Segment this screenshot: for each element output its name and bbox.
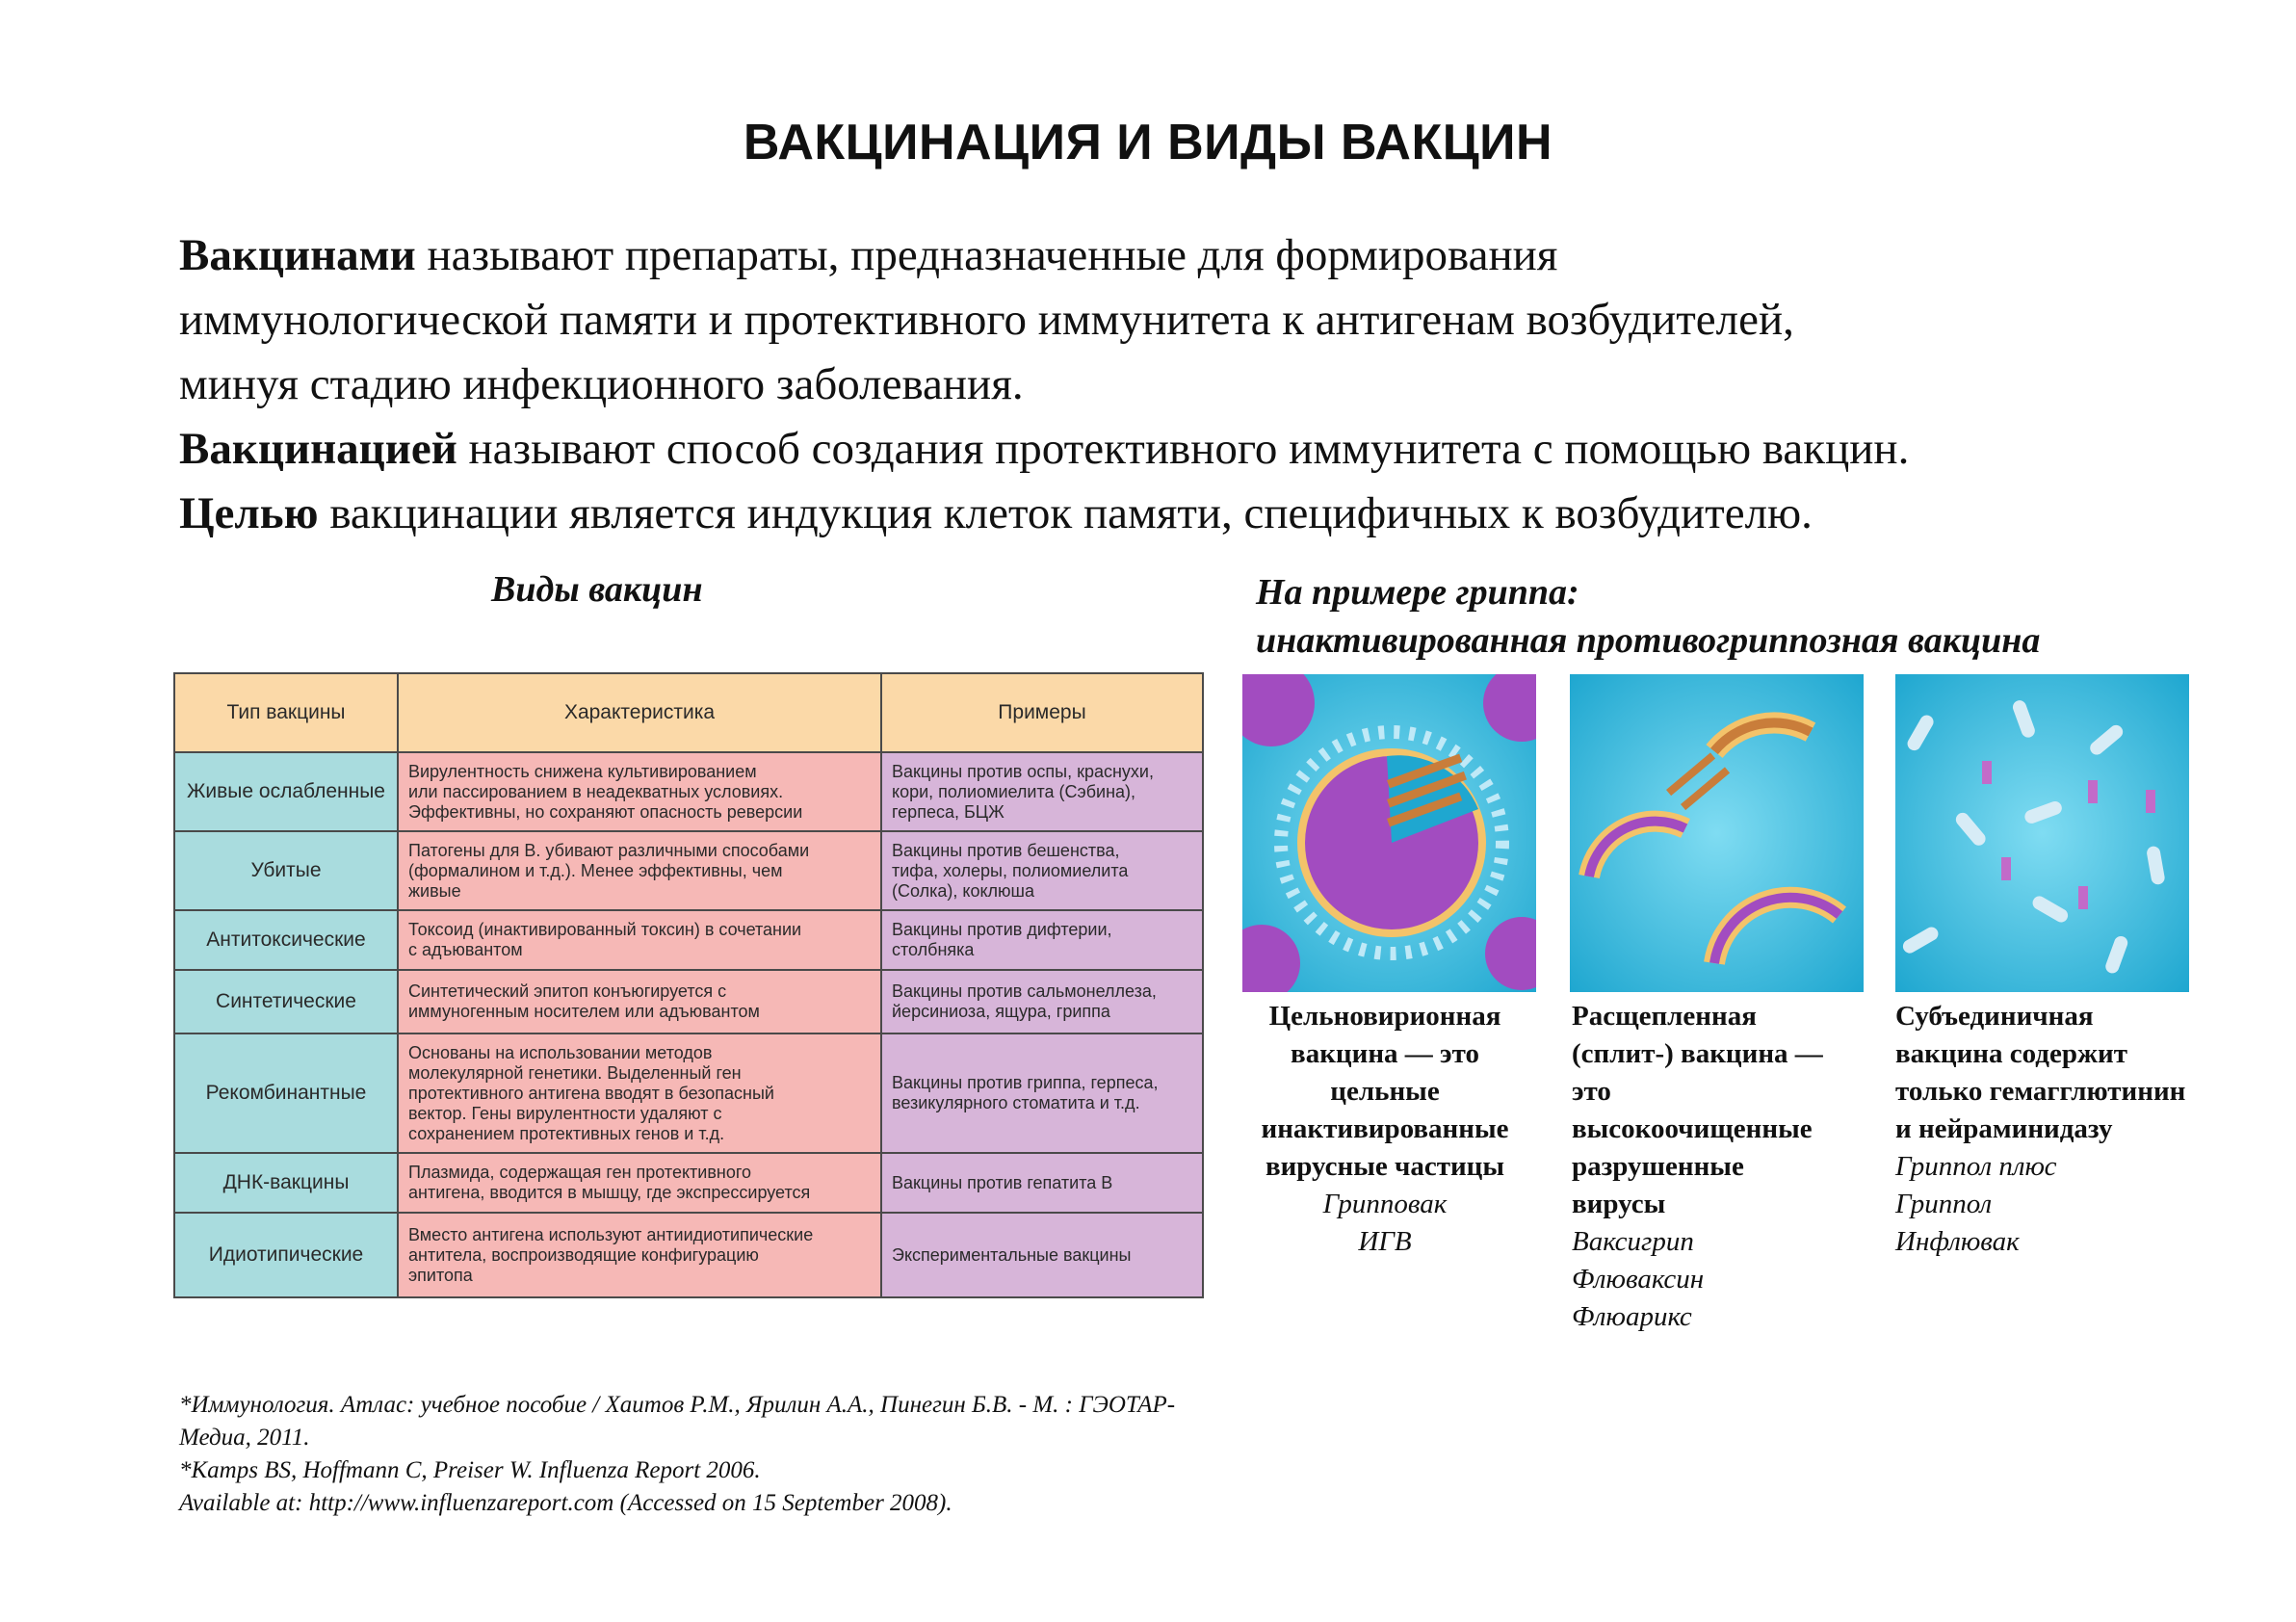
characteristic-line: сохранением протективных генов и т.д. [408, 1123, 725, 1143]
vaccine-description-line: и нейраминидазу [1895, 1113, 2113, 1144]
vaccine-description-line: только гемагглютинин [1895, 1076, 2186, 1107]
examples-cell [881, 910, 1203, 970]
intro-line-3: минуя стадию инфекционного заболевания. [179, 359, 1024, 409]
flu-caption [1256, 568, 2040, 665]
characteristic-line: Вместо антигена используют антиидиотипические [408, 1224, 814, 1244]
reference-line: Медиа, 2011. [179, 1425, 310, 1451]
examples-cell [881, 1033, 1203, 1153]
characteristic-line: Синтетический эпитоп конъюгируется с [408, 981, 727, 1001]
intro-line-5 [179, 482, 2221, 546]
examples-line: Вакцины против сальмонеллеза, [892, 981, 1157, 1001]
reference-line: *Иммунология. Атлас: учебное пособие / Хаитов Р.М., Ярилин А.А., Пинегин Б.В. - М. : ГЭОТАР- [179, 1392, 1176, 1418]
examples-cell [881, 1153, 1203, 1213]
characteristic-cell [398, 1213, 881, 1297]
characteristic-line: Эффективны, но сохраняют опасность реверсии [408, 801, 803, 822]
header-characteristic: Характеристика [398, 673, 881, 752]
examples-line: везикулярного стоматита и т.д. [892, 1093, 1140, 1112]
examples-cell [881, 752, 1203, 831]
characteristic-line: вектор. Гены вирулентности удаляют с [408, 1103, 722, 1123]
characteristic-line: эпитопа [408, 1265, 473, 1285]
whole-virion-illustration [1242, 674, 1536, 992]
references [179, 1389, 1175, 1520]
table-header-row [174, 673, 1203, 752]
examples-line: столбняка [892, 940, 975, 959]
vaccine-description-line: инактивированные [1261, 1113, 1509, 1144]
vaccine-brand-name: Гриппол [1895, 1189, 1993, 1219]
characteristic-line: с адъювантом [408, 940, 523, 959]
examples-line: герпеса, БЦЖ [892, 801, 1004, 822]
characteristic-line: Вирулентность снижена культивированием [408, 761, 757, 781]
characteristic-line: протективного антигена вводят в безопасный [408, 1083, 774, 1103]
vaccine-brand-name: Флюваксин [1572, 1264, 1705, 1295]
characteristic-line: Токсоид (инактивированный токсин) в сочетании [408, 920, 802, 939]
whole-virion-description [1240, 998, 1529, 1261]
term-vaccines: Вакцинами [179, 230, 416, 280]
table-row [174, 970, 1203, 1033]
table-row [174, 1213, 1203, 1297]
vaccine-brand-name: Грипповак [1322, 1189, 1448, 1219]
intro-text [179, 223, 2221, 546]
examples-line: Вакцины против дифтерии, [892, 920, 1112, 939]
characteristic-cell [398, 1153, 881, 1213]
characteristic-cell [398, 831, 881, 910]
table-caption: Виды вакцин [491, 569, 703, 610]
characteristic-line: антигена, вводится в мышцу, где экспрессируется [408, 1183, 811, 1202]
table-row [174, 1033, 1203, 1153]
vaccine-description-line: вакцина содержит [1895, 1038, 2127, 1069]
term-goal: Целью [179, 488, 319, 538]
examples-cell [881, 970, 1203, 1033]
vaccine-description-line: вакцина — это [1291, 1038, 1479, 1069]
table-row [174, 910, 1203, 970]
vaccine-description-line: это [1572, 1076, 1611, 1107]
intro-text-3: вакцинации является индукция клеток памяти, специфичных к возбудителю. [318, 488, 1813, 538]
examples-line: Вакцины против гриппа, герпеса, [892, 1073, 1159, 1092]
whole-virion-image [1242, 674, 1536, 992]
vaccine-type-cell: Рекомбинантные [174, 1033, 398, 1153]
vaccine-brand-name: ИГВ [1358, 1226, 1412, 1257]
subunit-vaccine-description [1895, 998, 2213, 1261]
vaccine-brand-name: Ваксигрип [1572, 1226, 1694, 1257]
characteristic-cell [398, 752, 881, 831]
subunit-image [1895, 674, 2189, 992]
vaccine-description-line: (сплит-) вакцина — [1572, 1038, 1823, 1069]
split-virion-illustration [1570, 674, 1864, 992]
characteristic-cell [398, 1033, 881, 1153]
vaccine-brand-name: Инфлювак [1895, 1226, 2020, 1257]
characteristic-line: или пассированием в неадекватных условиях. [408, 781, 784, 801]
intro-text-2: называют способ создания протективного иммунитета с помощью вакцин. [457, 424, 1910, 474]
vaccine-description-line: цельные [1330, 1076, 1440, 1107]
vaccine-brand-name: Флюарикс [1572, 1301, 1692, 1332]
examples-cell [881, 1213, 1203, 1297]
vaccine-type-cell: ДНК-вакцины [174, 1153, 398, 1213]
split-vaccine-description [1572, 998, 1861, 1336]
examples-line: Вакцины против бешенства, [892, 840, 1120, 860]
subunit-illustration [1895, 674, 2189, 992]
table-body [174, 752, 1203, 1297]
vaccine-type-cell: Идиотипические [174, 1213, 398, 1297]
characteristic-line: антитела, воспроизводящие конфигурацию [408, 1244, 759, 1265]
reference-line: *Kamps BS, Hoffmann C, Preiser W. Influenza Report 2006. [179, 1457, 761, 1483]
vaccine-type-cell: Синтетические [174, 970, 398, 1033]
characteristic-cell [398, 910, 881, 970]
header-examples: Примеры [881, 673, 1203, 752]
vaccine-types-table [173, 672, 1204, 1298]
vaccine-description-line: разрушенные [1572, 1151, 1744, 1182]
table-row [174, 752, 1203, 831]
vaccine-type-cell: Живые ослабленные [174, 752, 398, 831]
examples-line: тифа, холеры, полиомиелита [892, 860, 1129, 880]
vaccine-description-line: вирусные частицы [1265, 1151, 1505, 1182]
vaccine-type-cell: Антитоксические [174, 910, 398, 970]
characteristic-line: Патогены для В. убивают различными способами [408, 840, 810, 860]
intro-line-4 [179, 417, 2221, 482]
flu-caption-line-2: инактивированная противогриппозная вакцина [1256, 620, 2041, 661]
examples-line: кори, полиомиелита (Сэбина), [892, 781, 1136, 801]
intro-line-1 [179, 223, 2221, 288]
header-type: Тип вакцины [174, 673, 398, 752]
flu-caption-line-1: На примере гриппа: [1256, 572, 1579, 613]
vaccine-description-line: Субъединичная [1895, 1001, 2094, 1032]
characteristic-line: Плазмида, содержащая ген протективного [408, 1163, 752, 1182]
characteristic-cell [398, 970, 881, 1033]
vaccine-description-line: Цельновирионная [1268, 1001, 1501, 1032]
vaccine-type-cell: Убитые [174, 831, 398, 910]
characteristic-line: живые [408, 880, 461, 901]
examples-line: Экспериментальные вакцины [892, 1244, 1132, 1265]
reference-line: Available at: http://www.influenzareport.com (Accessed on 15 September 2008). [179, 1490, 952, 1516]
examples-cell [881, 831, 1203, 910]
table-row [174, 1153, 1203, 1213]
intro-line-2: иммунологической памяти и протективного иммунитета к антигенам возбудителей, [179, 295, 1794, 345]
examples-line: йерсиниоза, ящура, гриппа [892, 1002, 1110, 1021]
vaccine-description-line: вирусы [1572, 1189, 1666, 1219]
examples-line: (Солка), коклюша [892, 880, 1035, 901]
vaccine-description-line: высокоочищенные [1572, 1113, 1813, 1144]
intro-text-1: называют препараты, предназначенные для формирования [415, 230, 1558, 280]
term-vaccination: Вакцинацией [179, 424, 457, 474]
characteristic-line: молекулярной генетики. Выделенный ген [408, 1062, 742, 1083]
split-virion-image [1570, 674, 1864, 992]
table-row [174, 831, 1203, 910]
characteristic-line: иммуногенным носителем или адъювантом [408, 1002, 760, 1021]
page-title: ВАКЦИНАЦИЯ И ВИДЫ ВАКЦИН [743, 115, 1553, 170]
characteristic-line: (формалином и т.д.). Менее эффективны, чем [408, 860, 783, 880]
vaccine-brand-name: Гриппол плюс [1895, 1151, 2057, 1182]
examples-line: Вакцины против оспы, краснухи, [892, 761, 1154, 781]
vaccine-description-line: Расщепленная [1572, 1001, 1757, 1032]
examples-line: Вакцины против гепатита В [892, 1172, 1113, 1192]
characteristic-line: Основаны на использовании методов [408, 1042, 713, 1062]
